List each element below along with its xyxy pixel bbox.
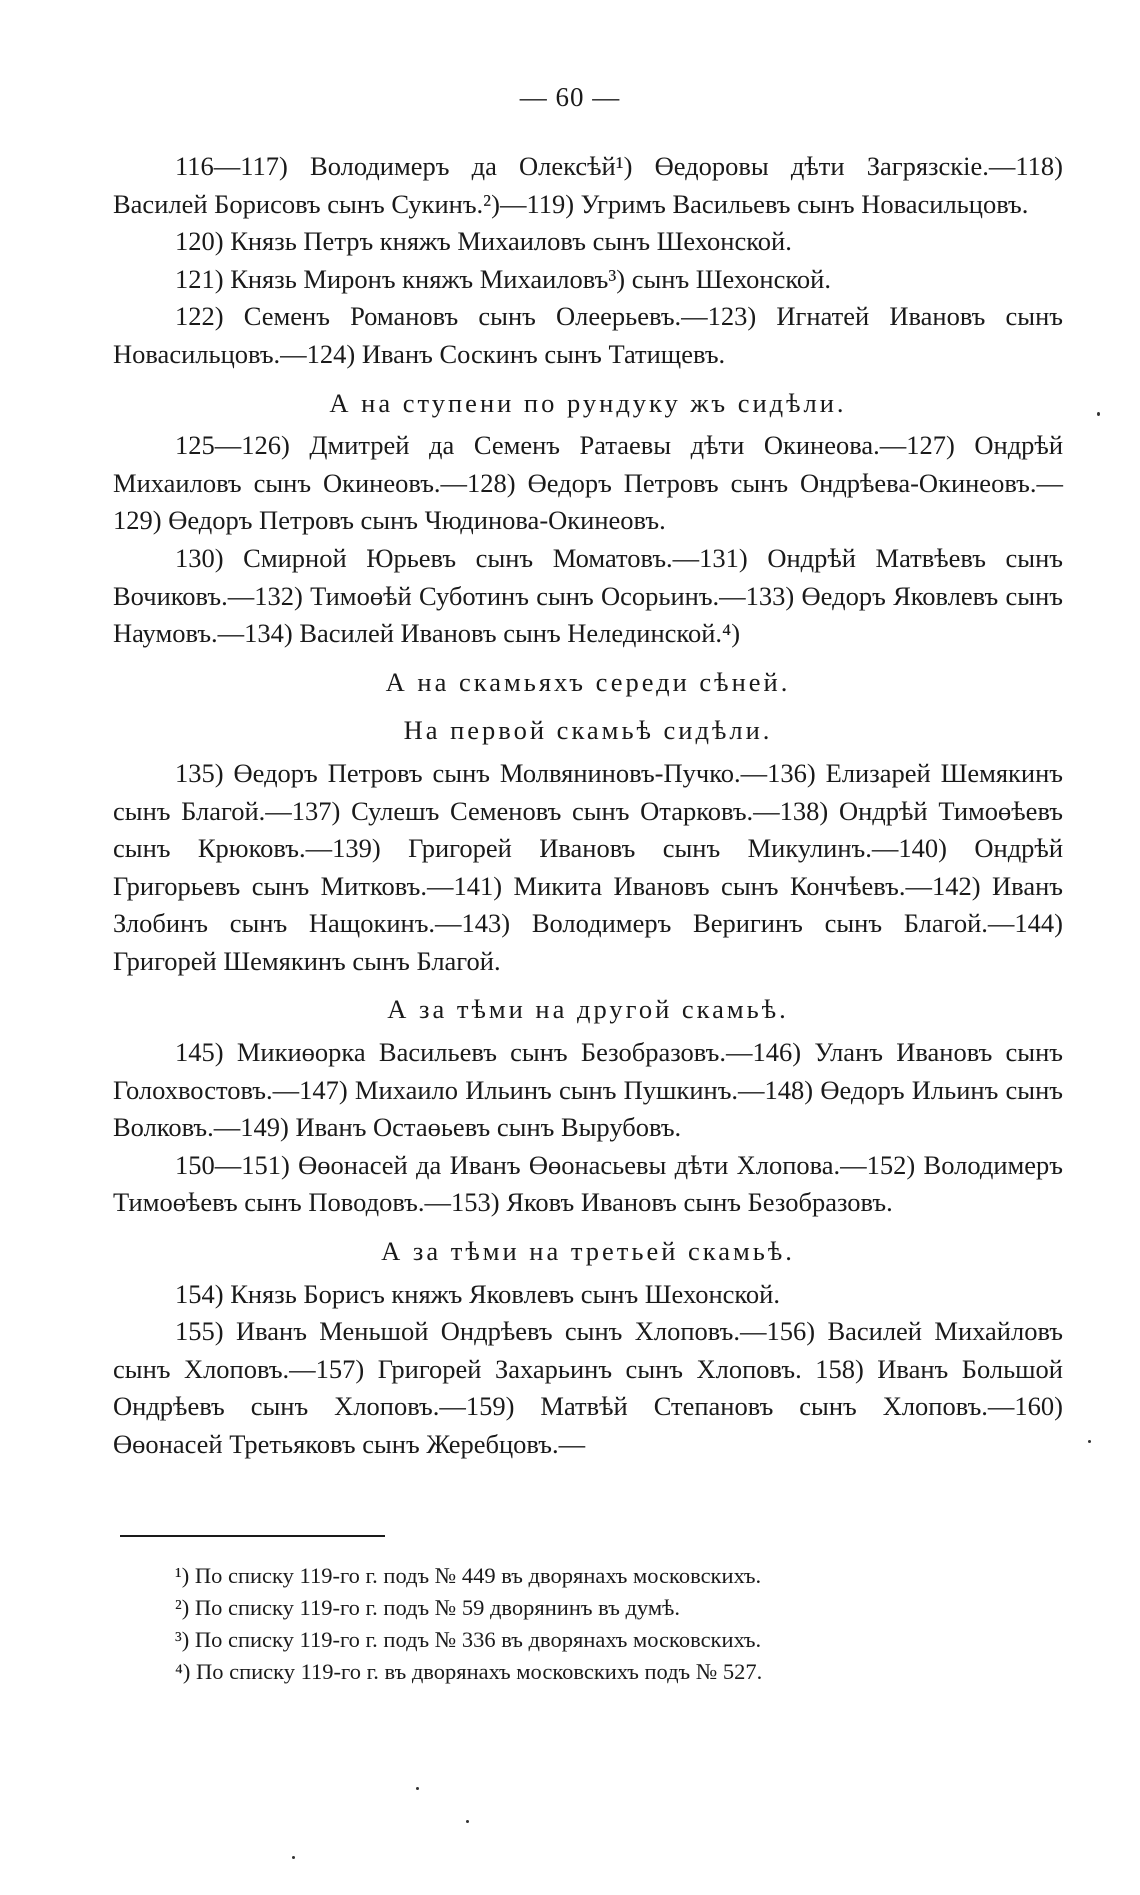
- footnote: ²) По списку 119-го г. подъ № 59 дворянинъ въ думѣ.: [175, 1595, 680, 1620]
- scan-speck: [292, 1856, 295, 1859]
- section-heading: А на ступени по рундуку жъ сидѣли.: [329, 387, 847, 418]
- footnote-divider: [120, 1535, 385, 1537]
- section-heading: А на скамьяхъ середи сѣней.: [385, 666, 791, 697]
- paragraph: 145) Микиөорка Васильевъ сынъ Безобразовъ.—146) Уланъ Ивановъ сынъ Голохвостовъ.—147) Михаило Ильинъ сынъ Пушкинъ.—148) Өедоръ Ильинъ сынъ Волковъ.—149) Иванъ Остаөьевъ сынъ Вырубовъ.: [113, 1037, 1063, 1143]
- paragraph: 135) Өедоръ Петровъ сынъ Молвяниновъ-Пучко.—136) Елизарей Шемякинъ сынъ Благой.—137) Сулешъ Семеновъ сынъ Отарковъ.—138) Ондрѣй Тимоөѣевъ сынъ Крюковъ.—139) Григорей Ивановъ сынъ Микулинъ.—140) Ондрѣй Григорьевъ сынъ Митковъ.—141) Микита Ивановъ сынъ Кончѣевъ.—142) Иванъ Злобинъ сынъ Нащокинъ.—143) Володимеръ Веригинъ сынъ Благой.—144) Григорей Шемякинъ сынъ Благой.: [113, 757, 1063, 976]
- section-heading: А за тѣми на третьей скамьѣ.: [381, 1236, 795, 1267]
- scan-speck: [466, 1820, 469, 1823]
- paragraph: 130) Смирной Юрьевъ сынъ Моматовъ.—131) Ондрѣй Матвѣевъ сынъ Вочиковъ.—132) Тимоөѣй Суботинъ сынъ Осорьинъ.—133) Өедоръ Яковлевъ сынъ Наумовъ.—134) Василей Ивановъ сынъ Нелединской.⁴): [113, 542, 1063, 649]
- section-heading: На первой скамьѣ сидѣли.: [403, 715, 773, 746]
- main-text: [113, 148, 1063, 1464]
- paragraph: 120) Князь Петръ княжъ Михаиловъ сынъ Шехонской.: [175, 226, 792, 257]
- footnote: ¹) По списку 119-го г. подъ № 449 въ дворянахъ московскихъ.: [175, 1563, 762, 1588]
- scan-speck: [1097, 412, 1100, 416]
- paragraph: 121) Князь Миронъ княжъ Михаиловъ³) сынъ Шехонской.: [175, 263, 831, 294]
- footnote: ⁴) По списку 119-го г. въ дворянахъ московскихъ подъ № 527.: [175, 1659, 763, 1684]
- paragraph: 122) Семенъ Романовъ сынъ Олеерьевъ.—123) Игнатей Ивановъ сынъ Новасильцовъ.—124) Иванъ Соскинъ сынъ Татищевъ.: [113, 301, 1063, 369]
- paragraph: 116—117) Володимеръ да Олексѣй¹) Өедоровы дѣти Загрязскіе.—118) Василей Борисовъ сынъ Сукинъ.²)—119) Угримъ Васильевъ сынъ Новасильцовъ.: [113, 151, 1063, 219]
- footnotes: [175, 1560, 1055, 1688]
- page-number: — 60 —: [519, 82, 621, 112]
- scan-speck: [1088, 1440, 1091, 1443]
- paragraph: 125—126) Дмитрей да Семенъ Ратаевы дѣти Окинеова.—127) Ондрѣй Михаиловъ сынъ Окинеовъ.—128) Өедоръ Петровъ сынъ Ондрѣева-Окинеовъ.—129) Өедоръ Петровъ сынъ Чюдинова-Окинеовъ.: [113, 430, 1063, 536]
- paragraph: 155) Иванъ Меньшой Ондрѣевъ сынъ Хлоповъ.—156) Василей Михайловъ сынъ Хлоповъ.—157) Григорей Захарьинъ сынъ Хлоповъ. 158) Иванъ Большой Ондрѣевъ сынъ Хлоповъ.—159) Матвѣй Степановъ сынъ Хлоповъ.—160) Өөонасей Третьяковъ сынъ Жеребцовъ.—: [113, 1316, 1063, 1459]
- paragraph: 150—151) Өөонасей да Иванъ Өөонасьевы дѣти Хлопова.—152) Володимеръ Тимоөѣевъ сынъ Поводовъ.—153) Яковъ Ивановъ сынъ Безобразовъ.: [113, 1149, 1063, 1218]
- paragraph: 154) Князь Борисъ княжъ Яковлевъ сынъ Шехонской.: [175, 1278, 780, 1309]
- section-heading: А за тѣми на другой скамьѣ.: [387, 994, 789, 1025]
- footnote: ³) По списку 119-го г. подъ № 336 въ дворянахъ московскихъ.: [175, 1627, 762, 1652]
- scan-speck: [416, 1787, 419, 1790]
